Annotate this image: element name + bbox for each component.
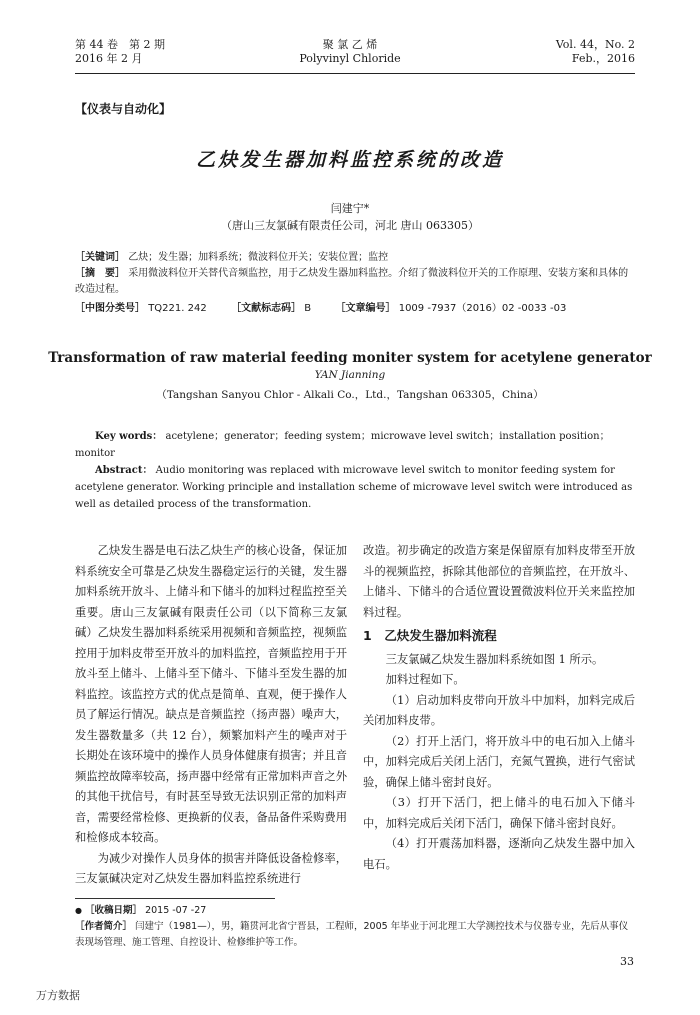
body-left-column xyxy=(75,541,347,890)
journal-name-cn: 聚 氯 乙 烯 xyxy=(322,38,378,51)
body-paragraph: 为减少对操作人员身体的损害并降低设备检修率，三友氯碱决定对乙炔发生器加料监控系统进行 xyxy=(75,851,347,885)
abstract-cn-label: ［摘 要］ xyxy=(75,268,125,279)
body-paragraph: 乙炔发生器是电石法乙炔生产的核心设备，保证加料系统安全可靠是乙炔发生器稳定运行的关键，发生器加料系统开放斗、上储斗和下储斗的加料过程监控至关重要。唐山三友氯碱有限责任公司（以下简称三友氯碱）乙炔发生器加料系统采用视频和音频监控，视频监控用于加料皮带至开放斗的加料监控，音频监控用于开放斗至上储斗、上储斗至下储斗、下储斗至发生器的加料监控。该监控方式的优点是简单、直观，便于操作人员了解运行情况。缺点是音频监控（扬声器）噪声大，发生器数量多（共 12 台），频繁加料产生的噪声对于长期处在该环境中的操作人员身体健康有损害；并且音频监控故障率较高，扬声器中经常有正常加料声音之外的其他干扰信号，有时甚至导致无法识别正常的加料声音，需要经常检修、更换新的仪表，备品备件采购费用和检修成本较高。 xyxy=(75,544,347,844)
step-item: （2）打开上活门，将开放斗中的电石加入上储斗中，加料完成后关闭上活门，充氮气置换，进行气密试验，确保上储斗密封良好。 xyxy=(363,734,635,789)
classification xyxy=(75,301,635,317)
title-en: Transformation of raw material feeding moniter system for acetylene generator xyxy=(48,350,652,366)
abstract-en-text: Audio monitoring was replaced with microwave level switch to monitor feeding system for acetylene generator. Working principle and installation scheme of microwave level switch were introduced as well as detailed process of the transformation. xyxy=(75,465,633,510)
abstract-en xyxy=(75,462,635,513)
footnotes xyxy=(75,903,635,951)
abstract-en-label: Abstract： xyxy=(95,465,153,476)
step-item: （3）打开下活门，把上储斗的电石加入下储斗中，加料完成后关闭下活门，确保下储斗密封良好。 xyxy=(363,796,635,830)
header-center xyxy=(250,38,450,66)
clc-label: ［中图分类号］ xyxy=(75,303,145,314)
keywords-cn-text: 乙炔；发生器；加料系统；微波料位开关；安装位置；监控 xyxy=(128,252,389,263)
section-heading: 1 乙炔发生器加料流程 xyxy=(363,628,497,643)
keywords-cn xyxy=(75,250,635,266)
body-right-column xyxy=(363,541,635,875)
keywords-cn-label: ［关键词］ xyxy=(75,252,125,263)
abstract-cn-text: 采用微波料位开关替代音频监控，用于乙炔发生器加料监控。介绍了微波料位开关的工作原理、安装方案和具体的改造过程。 xyxy=(75,268,629,295)
footnote-rule xyxy=(75,898,275,899)
author-en: YAN Jianning xyxy=(314,369,386,381)
page-number: 33 xyxy=(620,955,634,968)
affiliation-en: （Tangshan Sanyou Chlor - Alkali Co.，Ltd.，Tangshan 063305，China） xyxy=(156,389,544,401)
body-paragraph: 三友氯碱乙炔发生器加料系统如图 1 所示。 xyxy=(385,652,604,666)
author-bio-label: ［作者简介］ xyxy=(75,921,133,932)
doc-code-label: ［文献标志码］ xyxy=(231,303,302,314)
keywords-en xyxy=(75,428,635,462)
step-item: （1）启动加料皮带向开放斗中加料，加料完成后关闭加料皮带。 xyxy=(363,693,635,727)
received-date: ● ［收稿日期］ 2015 -07 -27 xyxy=(75,905,207,916)
abstract-cn xyxy=(75,266,635,298)
issue-date-en: Feb.，2016 xyxy=(571,52,635,65)
received-label: ［收稿日期］ xyxy=(85,905,143,916)
affiliation-cn: （唐山三友氯碱有限责任公司，河北 唐山 063305） xyxy=(221,219,479,232)
step-item: （4）打开震荡加料器，逐渐向乙炔发生器中加入电石。 xyxy=(363,837,635,871)
author-bio xyxy=(75,919,635,951)
author-bio-text: 闫建宁（1981—），男，籍贯河北省宁晋县，工程师，2005 年毕业于河北理工大学测控技术与仪器专业，先后从事仪表现场管理、施工管理、自控设计、检修维护等工作。 xyxy=(75,921,629,948)
body-paragraph: 加料过程如下。 xyxy=(385,673,465,686)
keywords-en-text: acetylene；generator；feeding system；microwave level switch；installation position；monitor xyxy=(75,431,610,459)
journal-name-en: Polyvinyl Chloride xyxy=(299,52,401,65)
clc-value: TQ221. 242 xyxy=(148,303,207,314)
header-rule xyxy=(75,73,635,74)
received-value: 2015 -07 -27 xyxy=(145,905,207,916)
issue-date: 2016 年 2 月 xyxy=(75,52,143,65)
doc-code-value: B xyxy=(304,303,312,314)
article-no-value: 1009 -7937（2016）02 -0033 -03 xyxy=(398,303,567,314)
header-left xyxy=(75,38,165,66)
keywords-en-label: Key words： xyxy=(95,431,163,442)
title-cn: 乙炔发生器加料监控系统的改造 xyxy=(195,149,504,171)
section-tag: 【仪表与自动化】 xyxy=(75,102,172,116)
watermark: 万方数据 xyxy=(36,989,80,1002)
body-paragraph: 改造。初步确定的改造方案是保留原有加料皮带至开放斗的视频监控，拆除其他部位的音频监控，在开放斗、上储斗、下储斗的合适位置设置微波料位开关来监控加料过程。 xyxy=(363,544,635,619)
volume-issue: 第 44 卷 第 2 期 xyxy=(75,38,165,51)
author-cn: 闫建宁* xyxy=(330,202,370,215)
header-right xyxy=(556,38,635,66)
volume-issue-en: Vol. 44，No. 2 xyxy=(555,38,635,51)
article-no-label: ［文章编号］ xyxy=(335,303,396,314)
